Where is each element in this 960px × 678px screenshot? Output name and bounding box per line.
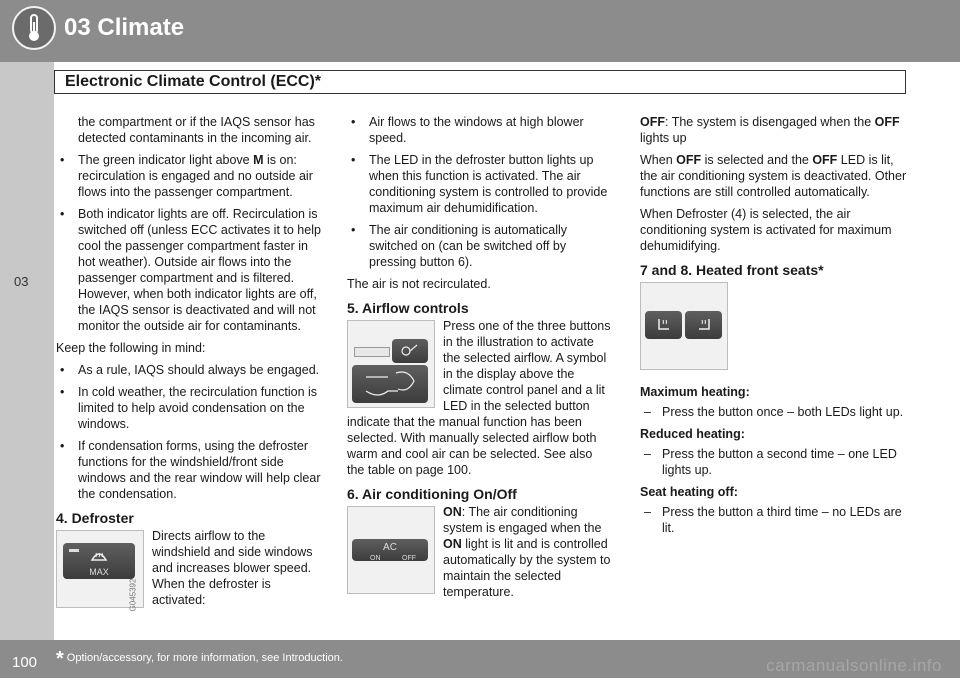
- ac-label: AC: [383, 542, 397, 553]
- heading-defroster: 4. Defroster: [56, 510, 134, 526]
- list-item: – Press the button a second time – one LED lights up.: [644, 447, 897, 477]
- display-strip: [354, 347, 390, 357]
- text: As a rule, IAQS should always be engaged.: [78, 363, 320, 377]
- text: is selected and the: [701, 153, 813, 167]
- heading-ac: 6. Air conditioning On/Off: [347, 486, 517, 502]
- dash-list: [640, 404, 908, 420]
- column-3: [640, 114, 908, 542]
- bullet-list: [56, 152, 322, 334]
- section-title: Electronic Climate Control (ECC)*: [65, 73, 322, 90]
- paragraph: [640, 114, 908, 146]
- max-label: MAX: [89, 567, 109, 577]
- bold-text: OFF: [676, 153, 702, 167]
- bold-text: M: [253, 153, 264, 167]
- text: : The air conditioning system is engaged when the: [443, 505, 602, 535]
- defroster-figure: [56, 530, 144, 612]
- list-item: • As a rule, IAQS should always be engaged.: [60, 363, 320, 377]
- bullet-list: [56, 362, 322, 502]
- defroster-button: [63, 543, 135, 579]
- footnote: [56, 648, 343, 671]
- footnote-star: *: [56, 648, 64, 670]
- bold-text: OFF: [812, 153, 838, 167]
- airflow-button-top: [392, 339, 428, 363]
- list-item: – Press the button once – both LEDs light up.: [644, 405, 904, 419]
- dash-list: [640, 504, 908, 536]
- section-header: [54, 70, 906, 94]
- ac-on-label: ON: [370, 555, 381, 562]
- side-tab-label: 03: [14, 274, 29, 289]
- thermometer-icon: [12, 6, 56, 50]
- text: Press the button a second time – one LED lights up.: [662, 447, 897, 477]
- figure-code: G045392: [128, 578, 138, 612]
- text: : The system is disengaged when the: [665, 115, 875, 129]
- seat-heat-button-left: [645, 311, 682, 339]
- paragraph: Directs airflow to the windshield and side windows and increases blower speed. When the defroster is activated:: [152, 529, 313, 607]
- seat-heat-icon: [653, 316, 675, 334]
- ac-figure: [347, 506, 435, 594]
- airflow-figure: [347, 320, 435, 408]
- airflow-arrows-icon: [358, 369, 422, 399]
- bold-text: OFF: [874, 115, 900, 129]
- bullet-list: [347, 114, 613, 270]
- watermark: carmanualsonline.info: [766, 656, 942, 675]
- bold-text: OFF: [640, 115, 665, 129]
- heading-seat-heating-off: Seat heating off:: [640, 485, 738, 499]
- airflow-button-lower: [352, 365, 428, 403]
- paragraph: Keep the following in mind:: [56, 341, 206, 355]
- text: The air conditioning is automatically switched on (can be switched off by pressing button 6).: [369, 223, 568, 269]
- paragraph: the compartment or if the IAQS sensor has detected contaminants in the incoming air.: [78, 115, 315, 145]
- text: In cold weather, the recirculation function is limited to help avoid condensation on the windows.: [78, 385, 318, 431]
- ac-off-label: OFF: [402, 555, 416, 562]
- paragraph: When Defroster (4) is selected, the air conditioning system is activated for maximum dehumidifying.: [640, 207, 892, 253]
- seat-heat-button-right: [685, 311, 722, 339]
- footer-bar: [0, 640, 960, 678]
- text: The green indicator light above: [78, 153, 254, 167]
- footnote-text: Option/accessory, for more information, see Introduction.: [66, 652, 343, 664]
- text: is on: recirculation is engaged and no outside air flows into the passenger compartment.: [78, 153, 313, 199]
- led-indicator: [69, 549, 79, 552]
- chapter-title: 03 Climate: [64, 14, 185, 41]
- text: If condensation forms, using the defroster functions for the windshield/front side windows and the rear window will help clear the condensation.: [78, 439, 321, 501]
- list-item: • The green indicator light above M is on: recirculation is engaged and no outside air flows into the passenger compartment.: [60, 153, 313, 199]
- side-chapter-tab: [0, 62, 54, 652]
- list-item: • Both indicator lights are off. Recirculation is switched off (unless ECC activates it to help cool the passenger compartment faster in hot weather). Outside air flows into the passenger compartment and is filtered. However, when both indicator lights are off, the IAQS sensor is deactivated and will not monitor the outside air for contaminants.: [60, 207, 321, 333]
- text: When: [640, 153, 677, 167]
- text: Air flows to the windows at high blower speed.: [369, 115, 584, 145]
- text: Press the button once – both LEDs light up.: [662, 405, 904, 419]
- paragraph: Press one of the three buttons in the illustration to activate the selected airflow. A symbol in the display above the climate control panel and a lit LED in the selected button indicate that the manual function has been selected. With manually selected airflow both warm and cool air can be selected. See also the table on page 100.: [347, 319, 611, 477]
- list-item: • If condensation forms, using the defroster functions for the windshield/front side windows and the rear window will help clear the condensation.: [60, 439, 321, 501]
- list-item: – Press the button a third time – no LEDs are lit.: [644, 505, 902, 535]
- paragraph: The air is not recirculated.: [347, 277, 491, 291]
- heading-airflow: 5. Airflow controls: [347, 300, 469, 316]
- text: lights up: [640, 131, 687, 145]
- text: Both indicator lights are off. Recirculation is switched off (unless ECC activates it to help cool the passenger compartment faster in hot weather). Outside air flows into the passenger compartment and is filtered. However, when both indicator lights are off, the IAQS sensor is deactivated and will not monitor the outside air for contaminants.: [78, 207, 321, 333]
- column-2: [347, 114, 613, 606]
- bold-text: ON: [443, 537, 462, 551]
- defroster-icon: [89, 546, 109, 564]
- text: LED is lit, the air conditioning system is deactivated. Other functions are still controlled automatically.: [640, 153, 907, 199]
- seat-heat-figure: [640, 282, 728, 370]
- text: Press the button a third time – no LEDs are lit.: [662, 505, 902, 535]
- bold-text: ON: [443, 505, 462, 519]
- chapter-header-bar: [0, 0, 960, 62]
- list-item: • The LED in the defroster button lights up when this function is activated. The air conditioning system is controlled to provide maximum air dehumidification.: [351, 153, 608, 215]
- dash-list: [640, 446, 908, 478]
- heading-reduced-heating: Reduced heating:: [640, 427, 745, 441]
- heading-max-heating: Maximum heating:: [640, 385, 750, 399]
- heading-seats: 7 and 8. Heated front seats*: [640, 262, 824, 278]
- ac-button: [352, 539, 428, 561]
- text: light is lit and is controlled automatically by the system to maintain the selected temperature.: [443, 537, 611, 599]
- column-1: [56, 114, 322, 614]
- page-number: 100: [12, 654, 38, 671]
- list-item: • The air conditioning is automatically switched on (can be switched off by pressing button 6).: [351, 223, 568, 269]
- airflow-icon: [400, 342, 420, 360]
- paragraph: [640, 152, 908, 200]
- text: The LED in the defroster button lights up when this function is activated. The air conditioning system is controlled to provide maximum air dehumidification.: [369, 153, 608, 215]
- seat-heat-icon: [693, 316, 715, 334]
- list-item: • Air flows to the windows at high blower speed.: [351, 115, 584, 145]
- list-item: • In cold weather, the recirculation function is limited to help avoid condensation on the windows.: [60, 385, 318, 431]
